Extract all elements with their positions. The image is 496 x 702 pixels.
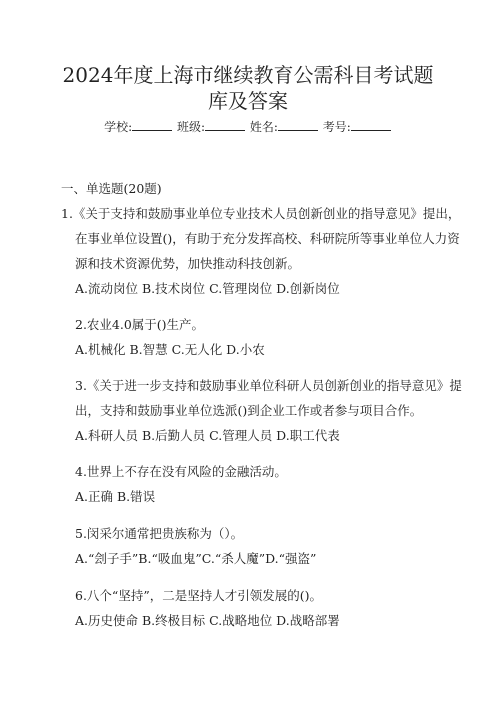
exam-no-label: 考号: xyxy=(322,120,351,134)
class-label: 班级: xyxy=(177,120,206,134)
name-label: 姓名: xyxy=(249,120,278,134)
question-1-stem-line-2: 在事业单位设置()，有助于充分发挥高校、科研院所等事业单位人力资 xyxy=(75,231,460,246)
question-3-stem-line-1: 3.《关于进一步支持和鼓励事业单位科研人员创新创业的指导意见》提 xyxy=(75,378,462,393)
question-2-stem: 2.农业4.0属于()生产。 xyxy=(75,317,205,332)
question-3-stem-line-2: 出，支持和鼓励事业单位选派()到企业工作或者参与项目合作。 xyxy=(75,403,423,418)
question-1-stem-line-1: 1.《关于支持和鼓励事业单位专业技术人员创新创业的指导意见》提出， xyxy=(61,206,461,221)
school-blank xyxy=(132,118,172,131)
student-info-fields xyxy=(0,118,496,135)
class-blank xyxy=(205,118,245,131)
school-label: 学校: xyxy=(104,120,133,134)
question-1-options: A.流动岗位 B.技术岗位 C.管理岗位 D.创新岗位 xyxy=(75,281,340,296)
question-1-stem-line-3: 源和技术资源优势，加快推动科技创新。 xyxy=(75,256,301,271)
name-blank xyxy=(278,118,318,131)
question-3-options: A.科研人员 B.后勤人员 C.管理人员 D.职工代表 xyxy=(75,428,340,443)
document-title-line-1: 2024年度上海市继续教育公需科目考试题 xyxy=(62,63,434,87)
question-4-options: A.正确 B.错误 xyxy=(75,489,156,504)
document-title-line-2: 库及答案 xyxy=(208,89,288,113)
exam-no-blank xyxy=(351,118,391,131)
question-4-stem: 4.世界上不存在没有风险的金融活动。 xyxy=(75,464,287,479)
question-5-stem: 5.闵采尔通常把贵族称为（）。 xyxy=(75,526,244,541)
question-5-options: A.“刽子手”B.“吸血鬼”C.“杀人魔”D.“强盗” xyxy=(75,551,317,566)
question-6-options: A.历史使命 B.终极目标 C.战略地位 D.战略部署 xyxy=(75,613,340,628)
section-heading: 一、单选题(20题) xyxy=(61,181,162,196)
question-2-options: A.机械化 B.智慧 C.无人化 D.小农 xyxy=(75,342,265,357)
question-6-stem: 6.八个“坚持”，二是坚持人才引领发展的()。 xyxy=(75,588,322,603)
